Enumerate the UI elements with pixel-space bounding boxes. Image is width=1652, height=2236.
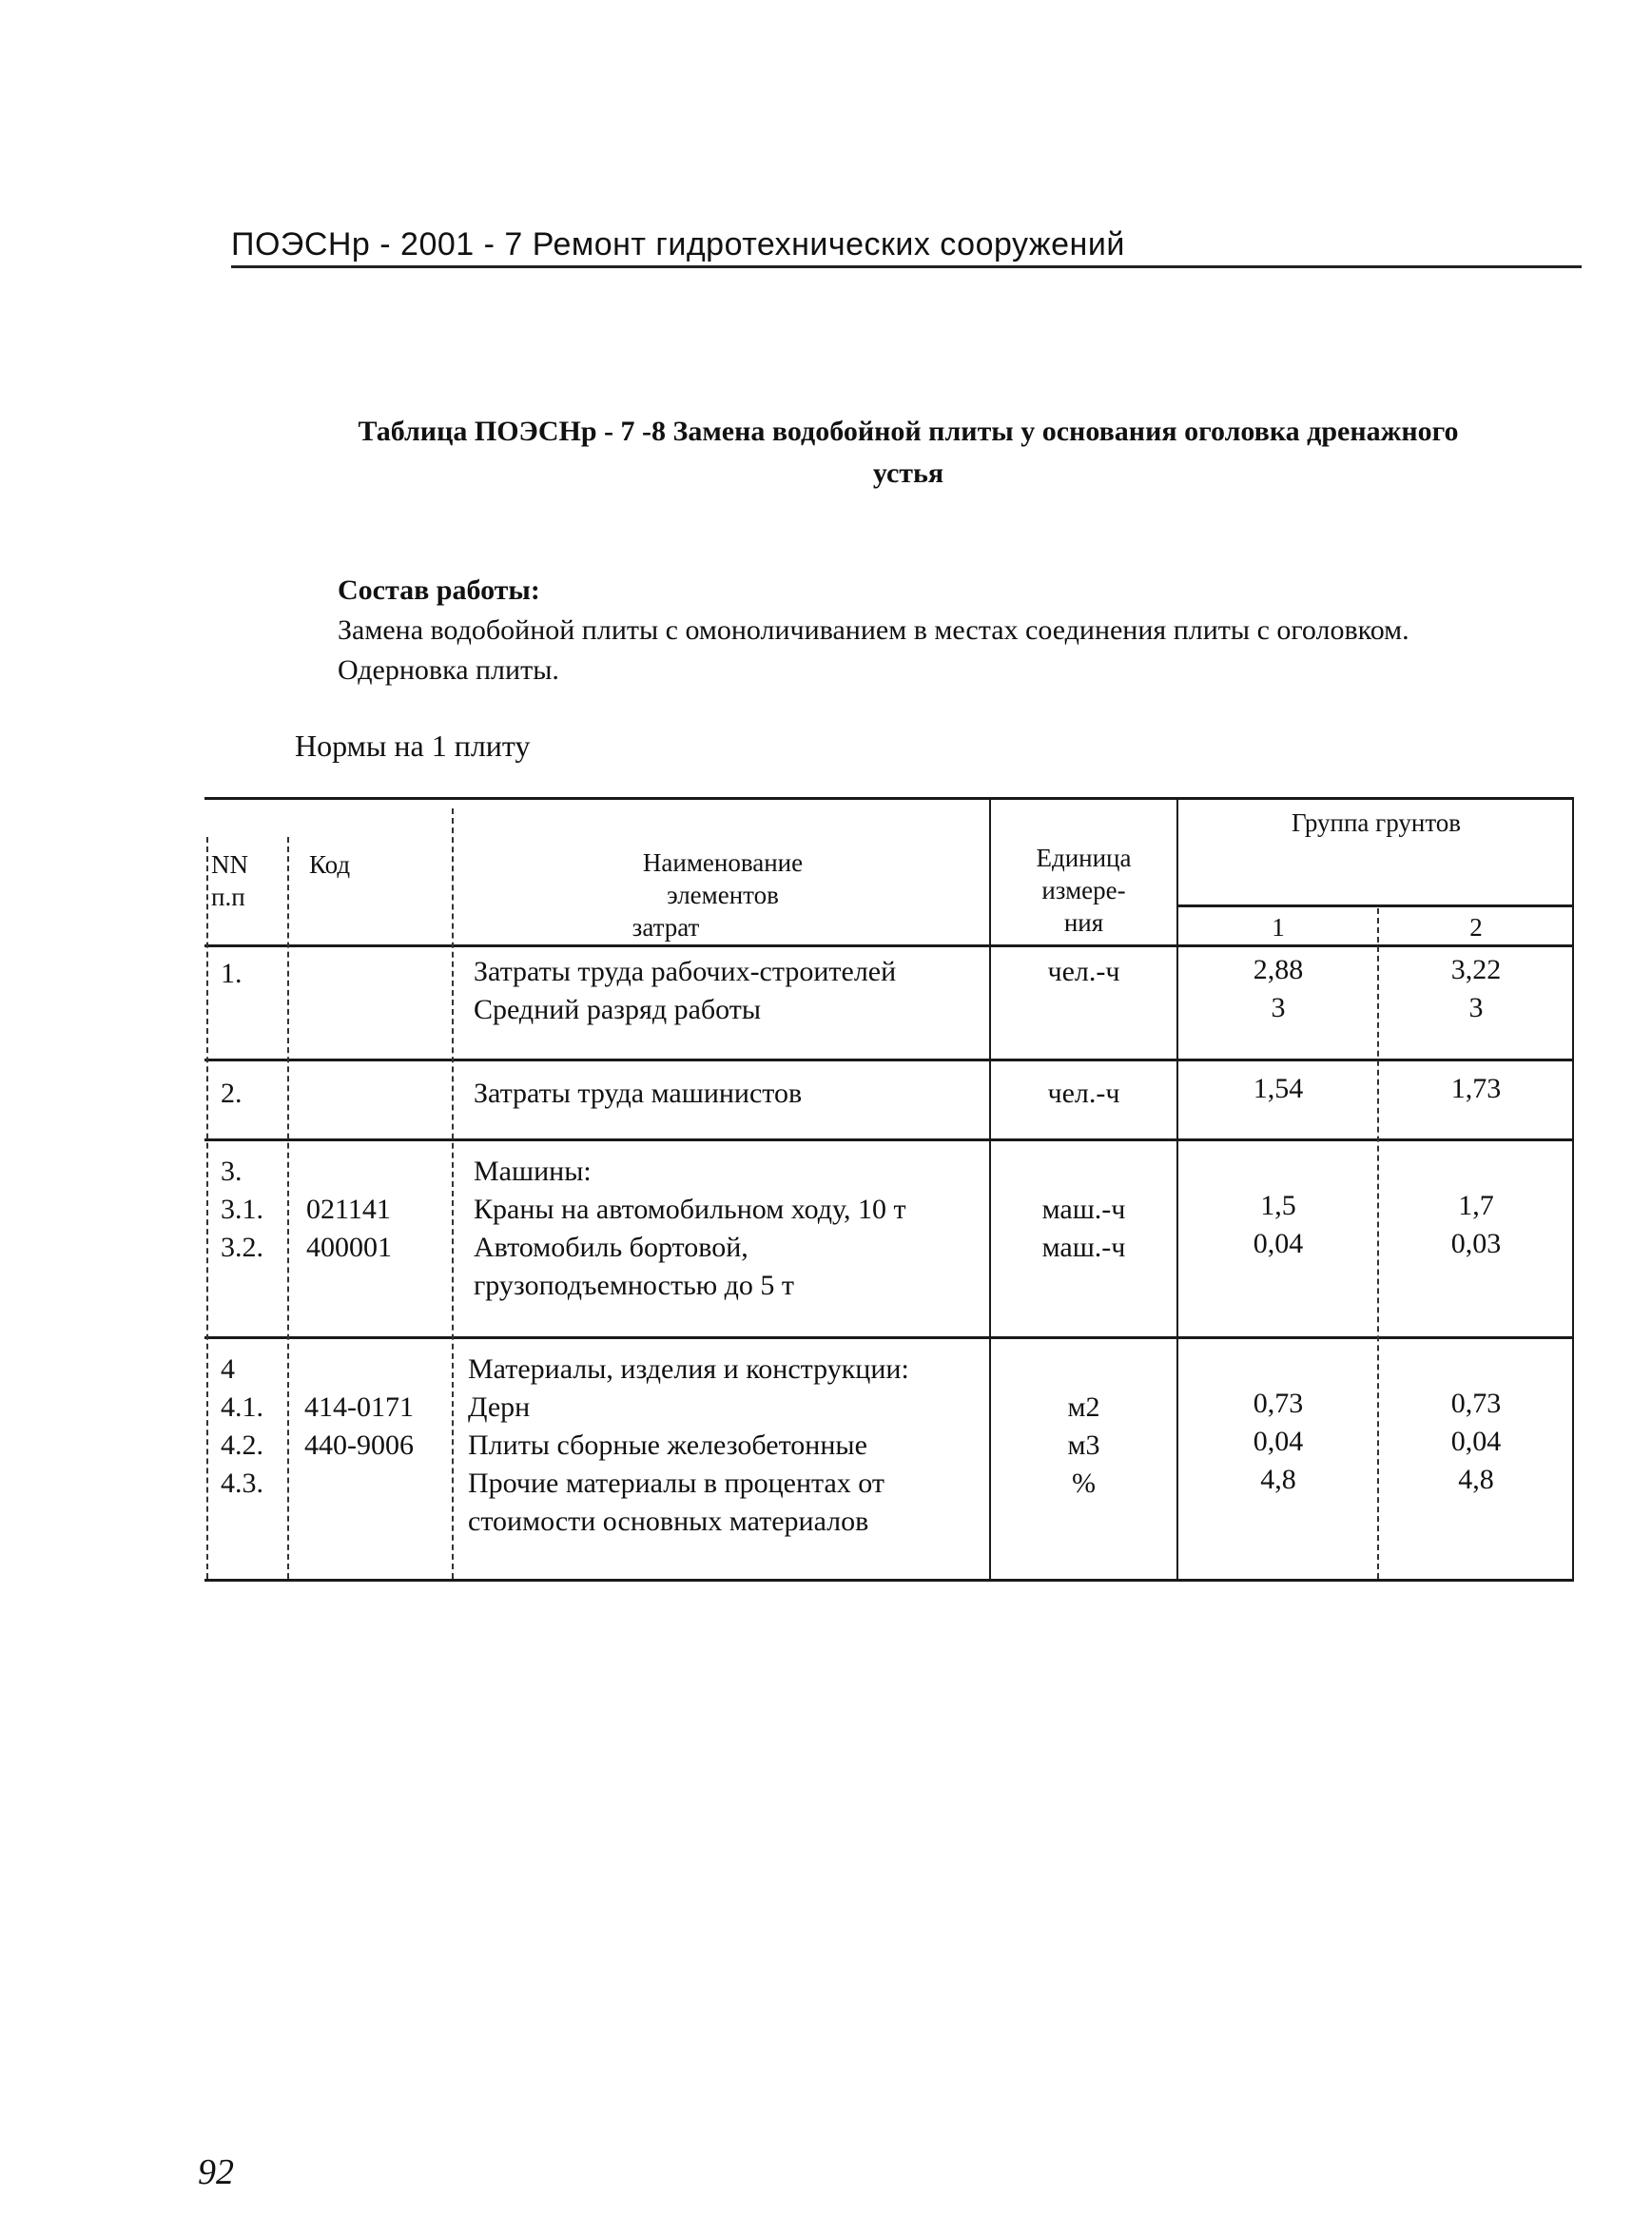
row3-2-unit: маш.-ч [1041,1232,1126,1263]
row4-group1 [1179,1385,1377,1499]
row4-1-name: Дерн [468,1391,531,1423]
row4-3-group1: 4,8 [1260,1464,1296,1495]
norms-label: Нормы на 1 плиту [295,729,531,763]
row4-2-group1: 0,04 [1253,1426,1304,1457]
row4-2-unit: м3 [1067,1429,1100,1461]
col-header-group-1: 1 [1272,913,1285,942]
row3-2-group2: 0,03 [1450,1228,1502,1259]
row4-1-nn: 4.1. [221,1391,263,1423]
row4-nn [221,1351,263,1503]
row4-3-group2: 4,8 [1458,1464,1494,1495]
table-title [228,411,1588,495]
row4-3-name: Прочие материалы в процентах от [468,1468,885,1499]
row3-nn-main: 3. [221,1156,243,1187]
col-header-unit [991,842,1176,939]
row4-2-name: Плиты сборные железобетонные [468,1429,867,1461]
row1-name [474,953,896,1029]
row4-unit [991,1389,1176,1503]
row4-nn-main: 4 [221,1353,235,1385]
row4-3-name-cont: стоимости основных материалов [468,1506,869,1537]
row1-group1 [1179,951,1377,1027]
col-header-unit-line3: ния [1063,908,1104,937]
col-header-name-line1: Наименование [642,848,804,877]
row2-unit: чел.-ч [1047,1078,1120,1109]
row3-bottom-rule [204,1336,1574,1339]
row1-group2-b: 3 [1468,992,1484,1023]
row4-1-unit: м2 [1067,1391,1100,1423]
col-divider-group [1176,797,1178,1579]
row3-1-nn: 3.1. [221,1194,263,1225]
row4-name [468,1351,909,1541]
group-subheader-rule [1176,904,1574,907]
col-header-group-2: 2 [1469,913,1483,942]
row3-code [306,1191,392,1267]
row3-1-name: Краны на автомобильном ходу, 10 т [474,1194,906,1225]
table-top-border [204,797,1574,800]
row1-bottom-rule [204,1059,1574,1061]
row4-2-group2: 0,04 [1450,1426,1502,1457]
row2-name: Затраты труда машинистов [474,1078,803,1109]
row2-bottom-rule [204,1138,1574,1141]
col-header-group: Группа грунтов [1291,808,1462,837]
table-title-line2: устья [872,457,944,489]
row3-1-unit: маш.-ч [1041,1194,1126,1225]
work-composition [338,571,1593,690]
col-divider-nn [206,837,208,1579]
work-composition-line1: Замена водобойной плиты с омоноличиванием в местах соединения плиты с оголовком. [338,614,1409,646]
page-number: 92 [198,2152,234,2192]
row4-1-group2: 0,73 [1450,1388,1502,1419]
row4-3-nn: 4.3. [221,1468,263,1499]
row3-name [474,1153,906,1305]
row2-nn: 2. [221,1078,243,1109]
row1-unit: чел.-ч [1047,956,1120,987]
row3-1-group2: 1,7 [1458,1190,1494,1221]
row1-group2 [1379,951,1573,1027]
col-header-nn-line1: NN [211,850,248,879]
row4-1-code: 414-0171 [304,1391,414,1423]
table-bottom-border [204,1579,1574,1582]
row4-code [304,1389,414,1465]
header-bottom-rule [204,944,1574,947]
row3-2-name: Автомобиль бортовой, [474,1232,748,1263]
running-header: ПОЭСНр - 2001 - 7 Ремонт гидротехнических сооружений [231,226,1125,262]
col-header-name-line3: затрат [632,913,700,942]
col-divider-code [287,837,289,1579]
row4-name-main: Материалы, изделия и конструкции: [468,1353,909,1385]
row1-group1-a: 2,88 [1253,954,1304,985]
col-header-nn [211,848,248,913]
row4-2-nn: 4.2. [221,1429,263,1461]
work-composition-line2: Одерновка плиты. [338,654,559,686]
row3-2-code: 400001 [306,1232,392,1263]
row3-1-group1: 1,5 [1260,1190,1296,1221]
row2-group2: 1,73 [1450,1073,1502,1104]
row1-group2-a: 3,22 [1450,954,1502,985]
col-header-nn-line2: п.п [211,883,245,911]
row3-2-name-cont: грузоподъемностью до 5 т [474,1270,795,1301]
row4-2-code: 440-9006 [304,1429,414,1461]
col-header-name [457,846,989,943]
row3-group1 [1179,1187,1377,1263]
col-header-name-line2: элементов [667,881,779,909]
row3-2-nn: 3.2. [221,1232,263,1263]
col-header-unit-line2: измере- [1041,876,1126,904]
row3-1-code: 021141 [306,1194,391,1225]
header-rule [231,265,1582,268]
row1-name-a: Затраты труда рабочих-строителей [474,956,897,987]
work-composition-heading: Состав работы: [338,574,540,606]
row3-nn [221,1153,263,1267]
col-header-unit-line1: Единица [1036,844,1132,872]
row4-3-unit: % [1072,1468,1096,1499]
table-title-line1: Таблица ПОЭСНр - 7 -8 Замена водобойной плиты у основания оголовка дренажного [358,416,1459,447]
row3-2-group1: 0,04 [1253,1228,1304,1259]
col-header-code: Код [309,850,351,879]
row1-group1-b: 3 [1271,992,1286,1023]
row3-group2 [1379,1187,1573,1263]
row1-name-b: Средний разряд работы [474,994,762,1025]
row1-nn: 1. [221,958,243,989]
row3-name-main: Машины: [474,1156,592,1187]
row4-group2 [1379,1385,1573,1499]
row3-unit [991,1191,1176,1267]
row2-group1: 1,54 [1253,1073,1304,1104]
row4-1-group1: 0,73 [1253,1388,1304,1419]
